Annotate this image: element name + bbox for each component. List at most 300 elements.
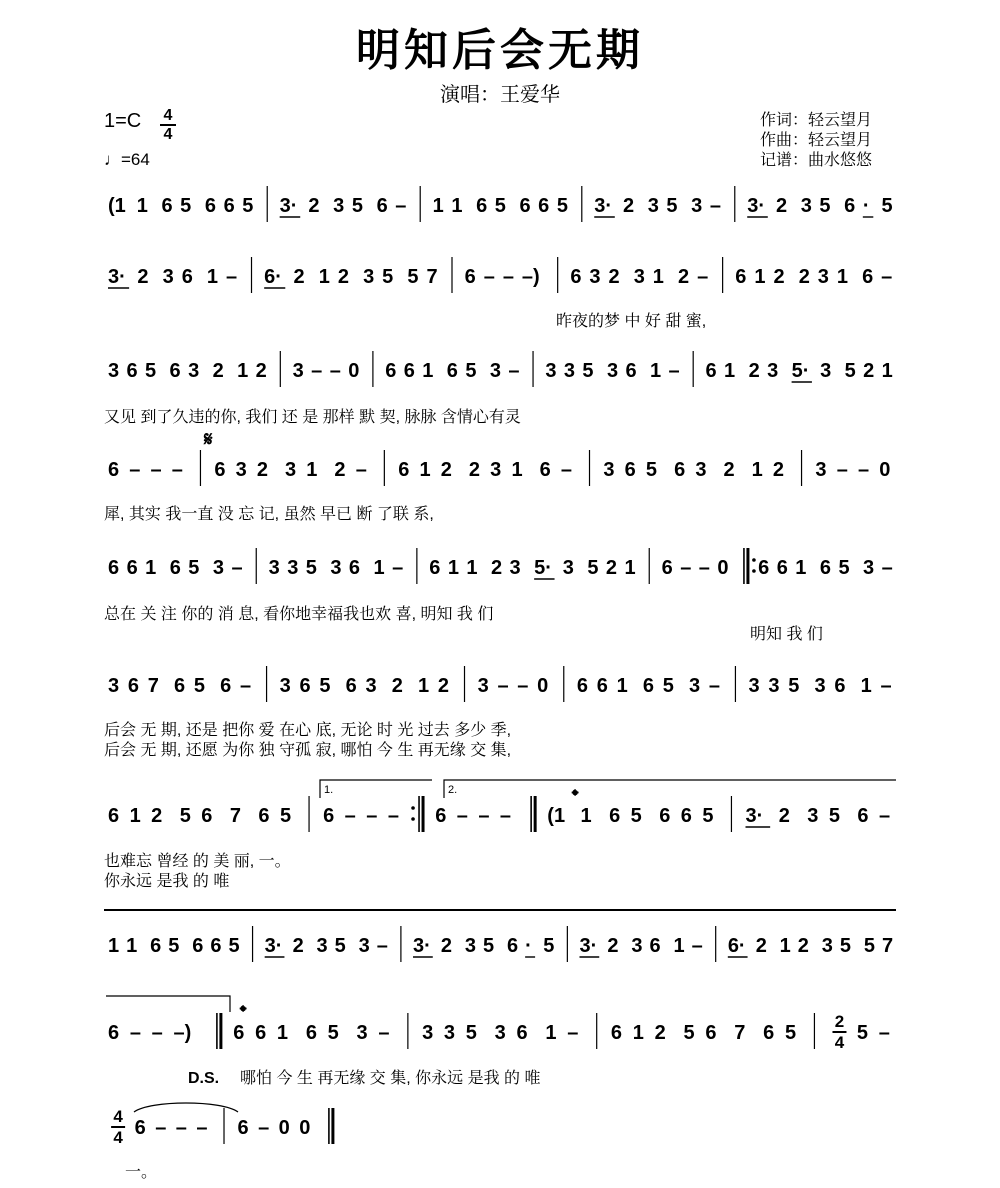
note-group: 6 [680,805,692,827]
note-group: –) [521,266,540,288]
note-group: 6 [819,557,831,579]
note-group: 6 [233,1022,245,1044]
note-group: 6 [305,1022,317,1044]
note-group: 6 [642,675,654,697]
note-group: 2 [778,805,790,827]
note-group: 5 [193,675,205,697]
note-group: 1 [451,195,463,217]
note-group: 2 [773,266,785,288]
note-group: – [483,266,495,288]
note-group: 6 [705,1022,717,1044]
note-group: – [366,805,378,827]
note-group: 1 [276,1022,289,1044]
note-group: 5 [543,935,555,957]
note-group: 6 [834,675,846,697]
lyric-line: 总在 关 注 你的 消 息, 看你地幸福我也欢 喜, 明知 我 们 [104,606,494,623]
lyric-line: 一。 [125,1164,158,1181]
note-group: – [226,266,238,288]
note-group: 6 [758,557,770,579]
note-group: 3 [563,360,576,382]
note-group: 3 [820,360,832,382]
note-group: · [862,195,870,217]
note-group: 5 [145,360,157,382]
note-group: 2 [605,557,618,579]
coda-mark: 𝄌 [240,1002,247,1022]
note-group: 1 [373,557,385,579]
note-group: – [878,805,891,827]
note-group: 2 [468,459,481,481]
note-group: 6 [204,195,217,217]
note-group: · [525,935,532,957]
note-group: (1 [108,195,126,217]
note-group: 3 [358,935,370,957]
note-group: 6 [348,557,361,579]
note-group: 3 [509,557,521,579]
note-group: 1 [419,459,431,481]
note-group: 2 [293,266,305,288]
note-group: 6 [214,459,226,481]
note-group: 1 [632,1022,644,1044]
note-group: 1 [447,557,459,579]
note-group: 6 [237,1117,249,1139]
note-group: 6 [476,195,488,217]
note-group: 2 [798,266,810,288]
lyric-line: 后会 无 期, 还愿 为你 独 守孤 寂, 哪怕 今 生 再无缘 交 集, [104,742,512,759]
note-group: 0 [537,675,549,697]
volta-1-label: 1. [324,784,334,796]
note-group: 6 [258,805,270,827]
repeat-dot [411,806,415,810]
note-group: – [502,266,514,288]
note-group: 3 [631,935,643,957]
note-group: (1 [547,805,566,827]
note-group: 6 [538,195,550,217]
note-group: – [567,1022,579,1044]
volta-1-bracket [320,780,432,798]
note-group: 5 [351,195,363,217]
note-group: 3· [264,935,283,957]
note-group: 3· [413,935,431,957]
note-group: 6 [108,805,120,827]
note-group: 3 [443,1022,456,1044]
note-group: 2 [607,935,619,957]
note-group: 3 [814,675,826,697]
note-group: 5 [180,195,192,217]
note-group: 1 [318,266,330,288]
note-group: 6 [127,675,139,697]
note-group: 5 [582,360,594,382]
note-group: 6 [150,935,162,957]
note-group: 6· [727,935,746,957]
note-group: 6 [201,805,213,827]
note-group: 5 [630,805,642,827]
note-group: – [836,459,848,481]
note-group: 3 [422,1022,434,1044]
note-group: 6 [776,557,788,579]
note-group: 5 [465,360,477,382]
note-group: 1 [673,935,685,957]
note-group: 1 [129,805,141,827]
time-signature-bottom: 4 [163,126,173,143]
note-group: 2 [137,266,149,288]
note-group: 2 [623,195,635,217]
lyric-line: 也难忘 曾经 的 美 丽, 一。 [104,853,291,870]
note-group: 3 [235,459,247,481]
note-group: 3· [745,805,764,827]
note-group: 1 [649,360,662,382]
note-group: 2 [256,459,268,481]
note-group: 6 [539,459,551,481]
note-group: 5 [587,557,599,579]
note-group: 3 [691,195,703,217]
note-group: 3· [279,195,298,217]
note-group: 6 [173,675,186,697]
note-group: 6 [169,557,181,579]
note-group: 3· [579,935,598,957]
note-group: – [881,266,893,288]
note-group: – [881,557,893,579]
note-group: 1 [836,266,848,288]
note-group: 6 [181,266,193,288]
repeat-dot [411,817,415,821]
note-group: – [668,360,680,382]
note-group: 1 [545,1022,557,1044]
note-group: – [880,675,892,697]
note-group: 1 [206,266,219,288]
lyric-line: 哪怕 今 生 再无缘 交 集, 你永远 是我 的 唯 [240,1070,541,1087]
note-group: 2 [337,266,349,288]
note-group: 5 [188,557,200,579]
note-group: 6 [674,459,686,481]
note-group: 6 [220,675,232,697]
note-group: 6· [264,266,282,288]
note-group: – [378,1022,390,1044]
key-signature: 1=C [104,110,142,132]
note-group: 2 [292,935,304,957]
note-group: – [171,459,183,481]
note-group: 6 [464,266,476,288]
note-group: 6 [108,459,120,481]
note-group: – [708,675,720,697]
note-group: – [129,459,141,481]
lyric-line: 又见 到了久违的你, 我们 还 是 那样 默 契, 脉脉 含情心有灵 [104,409,521,426]
note-group: 6 [862,266,874,288]
note-group: 5 [465,1022,477,1044]
note-group: 6 [857,805,869,827]
note-group: 6 [649,935,661,957]
note-group: 2 [755,935,767,957]
note-group: – [709,195,721,217]
note-group: – [697,266,709,288]
note-group: 5 [662,675,674,697]
note-group: 2 [440,935,453,957]
note-group: 0 [278,1117,290,1139]
ending-bracket [106,996,230,1012]
note-group: 2 [212,360,224,382]
note-group: 2 [772,459,785,481]
note-group: 6 [624,459,636,481]
note-group: 3 [606,360,619,382]
note-group: 6 [506,935,519,957]
ds-mark: D.S. [188,1070,220,1087]
note-group: 6 [435,805,447,827]
note-group: 5 [179,805,191,827]
note-group: 1 [881,360,893,382]
note-group: 6 [126,360,138,382]
note-group: – [456,805,468,827]
note-group: – [508,360,520,382]
note-group: 3 [800,195,812,217]
note-group: 3 [279,675,291,697]
note-group: 3 [356,1022,368,1044]
note-group: 6 [429,557,441,579]
note-group: 5· [791,360,810,382]
note-group: – [231,557,243,579]
note-group: 3 [767,360,779,382]
note-group: 1 [795,557,807,579]
note-group: 3 [287,557,299,579]
note-group: 3 [562,557,574,579]
note-group: 3 [817,266,829,288]
note-group: 5 [838,557,850,579]
note-group: 3 [330,557,342,579]
note-group: 3 [365,675,377,697]
tie-arc [134,1103,238,1112]
credit-composer: 作曲：轻云望月 [760,130,873,149]
note-group: 1 [136,195,148,217]
time-change-top: 4 [113,1107,123,1126]
note-group: 7 [882,935,894,957]
note-group: 1 [511,459,523,481]
note-group: 6 [596,675,608,697]
note-group: 1 [418,675,430,697]
note-group: 3 [494,1022,506,1044]
note-group: 3 [768,675,780,697]
note-group: 5 [645,459,658,481]
note-group: 3 [863,557,875,579]
note-group: 1 [754,266,766,288]
note-group: – [150,459,162,481]
note-group: 2 [748,360,760,382]
note-group: 3 [268,557,280,579]
note-group: 3· [594,195,613,217]
note-group: 3 [108,675,120,697]
note-group: 3 [477,675,489,697]
note-group: 5 [856,1022,869,1044]
note-group: 1 [237,360,249,382]
time-change-bottom: 4 [834,1033,845,1052]
note-group: – [355,459,367,481]
note-group: 6 [385,360,397,382]
note-group: 2 [391,675,403,697]
note-group: 1 [652,266,664,288]
note-group: 0 [348,360,360,382]
note-group: 1 [108,935,120,957]
note-group: 5 [683,1022,695,1044]
song-title: 明知后会无期 [356,25,644,76]
note-group: 5 [666,195,678,217]
note-group: 5 [844,360,856,382]
time-change-top: 2 [834,1012,845,1031]
lyric-line: 你永远 是我 的 唯 [104,873,230,890]
note-group: – [239,675,252,697]
note-group: 6 [223,195,235,217]
note-group: –) [173,1022,192,1044]
note-group: 5 [327,1022,339,1044]
lyric-line: 后会 无 期, 还是 把你 爱 在心 底, 无论 时 光 过去 多少 季, [104,722,512,739]
note-group: 5 [863,935,876,957]
note-group: 6 [299,675,311,697]
note-group: 6 [659,805,671,827]
note-group: 7 [426,266,438,288]
note-group: 7 [147,675,159,697]
note-group: – [691,935,703,957]
lyric-line: 犀, 其实 我一直 没 忘 记, 虽然 早已 断 了联 系, [104,506,434,523]
note-group: – [376,935,388,957]
note-group: 5 [228,935,240,957]
note-group: – [857,459,870,481]
credit-lyricist: 作词：轻云望月 [760,110,873,129]
note-group: 6 [576,675,588,697]
repeat-dot [752,569,756,573]
note-group: 6 [169,360,181,382]
lyric-line: 明知 我 们 [750,626,823,643]
note-group: – [698,557,710,579]
note-group: 5 [819,195,831,217]
note-group: 3 [695,459,707,481]
note-group: – [196,1117,208,1139]
note-group: 3 [108,360,120,382]
note-group: 1 [422,360,434,382]
note-group: 2 [255,360,267,382]
note-group: 6 [126,557,138,579]
credit-transcriber: 记谱：曲水悠悠 [760,150,873,169]
note-group: 6 [446,360,458,382]
note-group: 0 [299,1117,311,1139]
note-group: 6 [610,1022,623,1044]
time-signature-top: 4 [163,107,173,124]
note-group: – [329,360,341,382]
note-group: 3 [633,266,645,288]
note-group: – [517,675,529,697]
note-group: 6 [763,1022,775,1044]
note-group: 7 [229,805,241,827]
note-group: 3 [647,195,659,217]
note-group: 5 [784,1022,797,1044]
note-group: 5 [168,935,180,957]
note-group: 6 [705,360,717,382]
repeat-dot [752,558,756,562]
note-group: 5 [319,675,331,697]
note-group: 5 [242,195,254,217]
note-group: 3 [292,360,304,382]
note-group: 3 [162,266,174,288]
note-group: 3 [316,935,328,957]
note-group: – [129,1022,141,1044]
note-group: – [344,805,356,827]
note-group: 2 [608,266,620,288]
note-group: 5 [788,675,800,697]
note-group: 5 [881,195,893,217]
note-group: 6 [108,1022,120,1044]
note-group: 6 [403,360,415,382]
note-group: 6 [108,557,120,579]
note-group: 1 [724,360,736,382]
lyric-line: 昨夜的梦 中 好 甜 蜜, [556,313,707,330]
note-group: 5 [828,805,840,827]
note-group: 3 [464,935,477,957]
note-group: – [175,1117,187,1139]
note-group: 1 [616,675,628,697]
note-group: 5 [556,195,568,217]
note-group: 5 [483,935,495,957]
note-group: 1 [860,675,872,697]
note-group: 6 [570,266,582,288]
note-group: – [258,1117,270,1139]
singer-line: 演唱：王爱华 [440,82,560,106]
note-group: 3 [285,459,297,481]
note-group: 6 [161,195,173,217]
tempo-marking: ♩=64 [104,150,150,169]
note-group: – [497,675,509,697]
note-group: 3 [603,459,615,481]
note-group: – [499,805,512,827]
note-group: 3 [490,459,502,481]
note-group: 5 [839,935,852,957]
note-group: 6 [210,935,222,957]
note-group: 6 [516,1022,528,1044]
note-group: 6 [661,557,673,579]
volta-2-label: 2. [448,784,458,796]
note-group: 1 [580,805,592,827]
note-group: 2 [334,459,346,481]
note-group: 2 [797,935,809,957]
note-group: 1 [751,459,763,481]
note-group: 1 [306,459,318,481]
note-group: 3 [333,195,345,217]
note-group: – [878,1022,890,1044]
note-group: 6 [134,1117,146,1139]
segno-mark: 𝄋 [204,429,213,451]
note-group: – [155,1117,167,1139]
note-group: 2 [654,1022,666,1044]
note-group: 6 [398,459,410,481]
note-group: – [151,1022,163,1044]
note-group: 5 [305,557,317,579]
time-change-bottom: 4 [113,1128,123,1147]
note-group: 3 [212,557,225,579]
note-group: 1 [432,195,444,217]
note-group: 6 [192,935,204,957]
note-group: 5 [702,805,714,827]
note-group: 3 [545,360,557,382]
coda-mark: 𝄌 [572,786,579,806]
note-group: – [392,557,404,579]
note-group: 5 [279,805,292,827]
note-group: 3· [108,266,126,288]
note-group: 3 [821,935,833,957]
note-group: 2 [678,266,690,288]
note-group: 3 [688,675,701,697]
note-group: 2 [490,557,503,579]
note-group: 1 [145,557,157,579]
note-group: 2 [151,805,163,827]
note-group: – [560,459,572,481]
note-group: 3· [747,195,766,217]
note-group: 3 [748,675,760,697]
note-group: 3 [188,360,200,382]
note-group: – [395,195,407,217]
